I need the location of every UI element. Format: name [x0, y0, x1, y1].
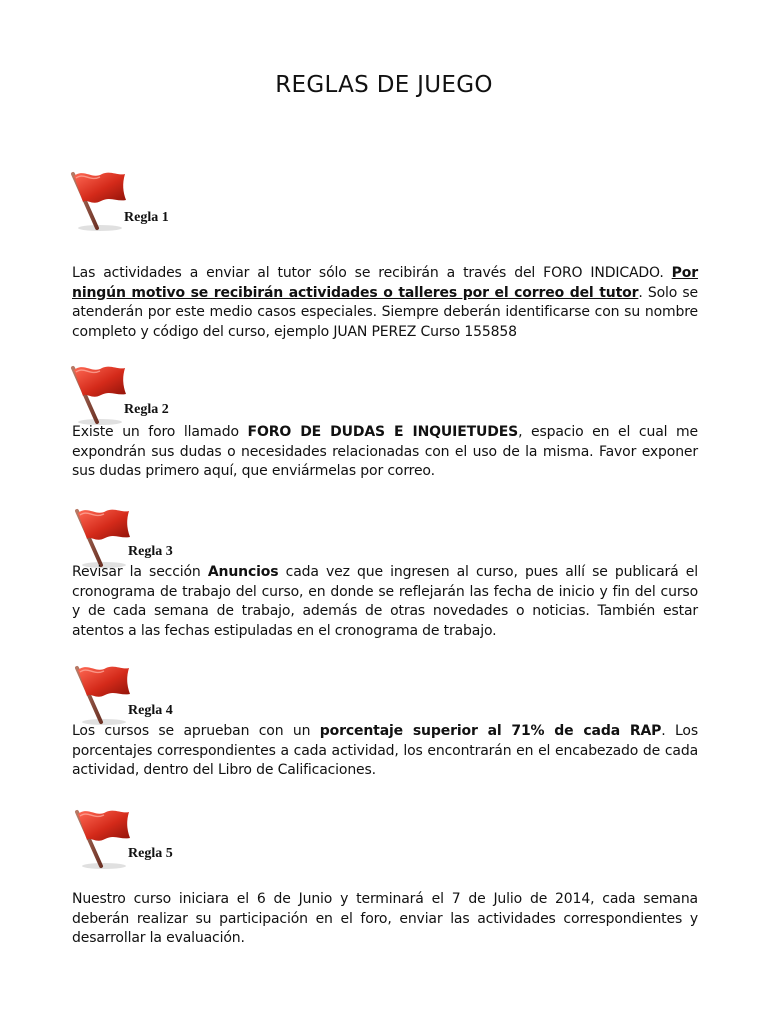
rule-2-text-b: , espacio en el cual me expondrán sus dudas o necesidades relacionadas con el uso de la misma. Favor exponer sus dudas primero aquí, que enviármelas por correo.: [72, 424, 698, 479]
rule-3-text-a: Revisar la sección: [72, 564, 208, 580]
rule-4-text-b: . Los porcentajes correspondientes a cada actividad, los encontrarán en el encabezado de cada actividad, dentro del Libro de Calificaciones.: [72, 723, 698, 778]
rule-1-text-emphasis: Por ningún motivo se recibirán actividades o talleres por el correo del tutor: [72, 265, 698, 301]
rule-3-text-emphasis: Anuncios: [207, 564, 279, 580]
red-flag-icon: [70, 362, 130, 426]
rule-4-text: [72, 722, 698, 781]
red-flag-icon: [74, 505, 134, 569]
rule-1-text-a: Las actividades a enviar al tutor sólo se recibirán a través del FORO INDICADO.: [72, 265, 672, 281]
rule-1-label: Regla 1: [124, 210, 169, 225]
rule-3-text: [72, 563, 698, 641]
rule-2-text-emphasis: FORO DE DUDAS E INQUIETUDES: [247, 424, 519, 440]
rule-2-text: [72, 423, 698, 482]
page-title: REGLAS DE JUEGO: [275, 72, 493, 98]
rule-1-text-b: . Solo se atenderán por este medio casos especiales. Siempre deberán identificarse con su nombre completo y código del curso, ejemplo JUAN PEREZ Curso 155858: [72, 284, 698, 340]
rule-5-label: Regla 5: [128, 846, 173, 861]
rule-4-text-emphasis: porcentaje superior al 71% de cada RAP: [319, 723, 662, 739]
red-flag-icon: [70, 168, 130, 232]
rule-3-label: Regla 3: [128, 544, 173, 559]
rule-1-text: [72, 264, 698, 342]
rule-2-text-a: Existe un foro llamado: [72, 424, 248, 440]
rule-3-text-b: cada vez que ingresen al curso, pues allí se publicará el cronograma de trabajo del curso, en donde se reflejarán las fecha de inicio y fin del curso y de cada semana de trabajo, además de otras novedades o noticias. También estar atentos a las fechas estipuladas en el cronograma de trabajo.: [72, 564, 698, 639]
red-flag-icon: [74, 662, 134, 726]
red-flag-icon: [74, 806, 134, 870]
rule-5-text: Nuestro curso iniciara el 6 de Junio y terminará el 7 de Julio de 2014, cada semana deberán realizar su participación en el foro, enviar las actividades correspondientes y desarrollar la evaluación.: [72, 891, 698, 946]
rule-4-label: Regla 4: [128, 703, 173, 718]
rule-4-text-a: Los cursos se aprueban con un: [72, 723, 320, 739]
rule-2-label: Regla 2: [124, 402, 169, 417]
